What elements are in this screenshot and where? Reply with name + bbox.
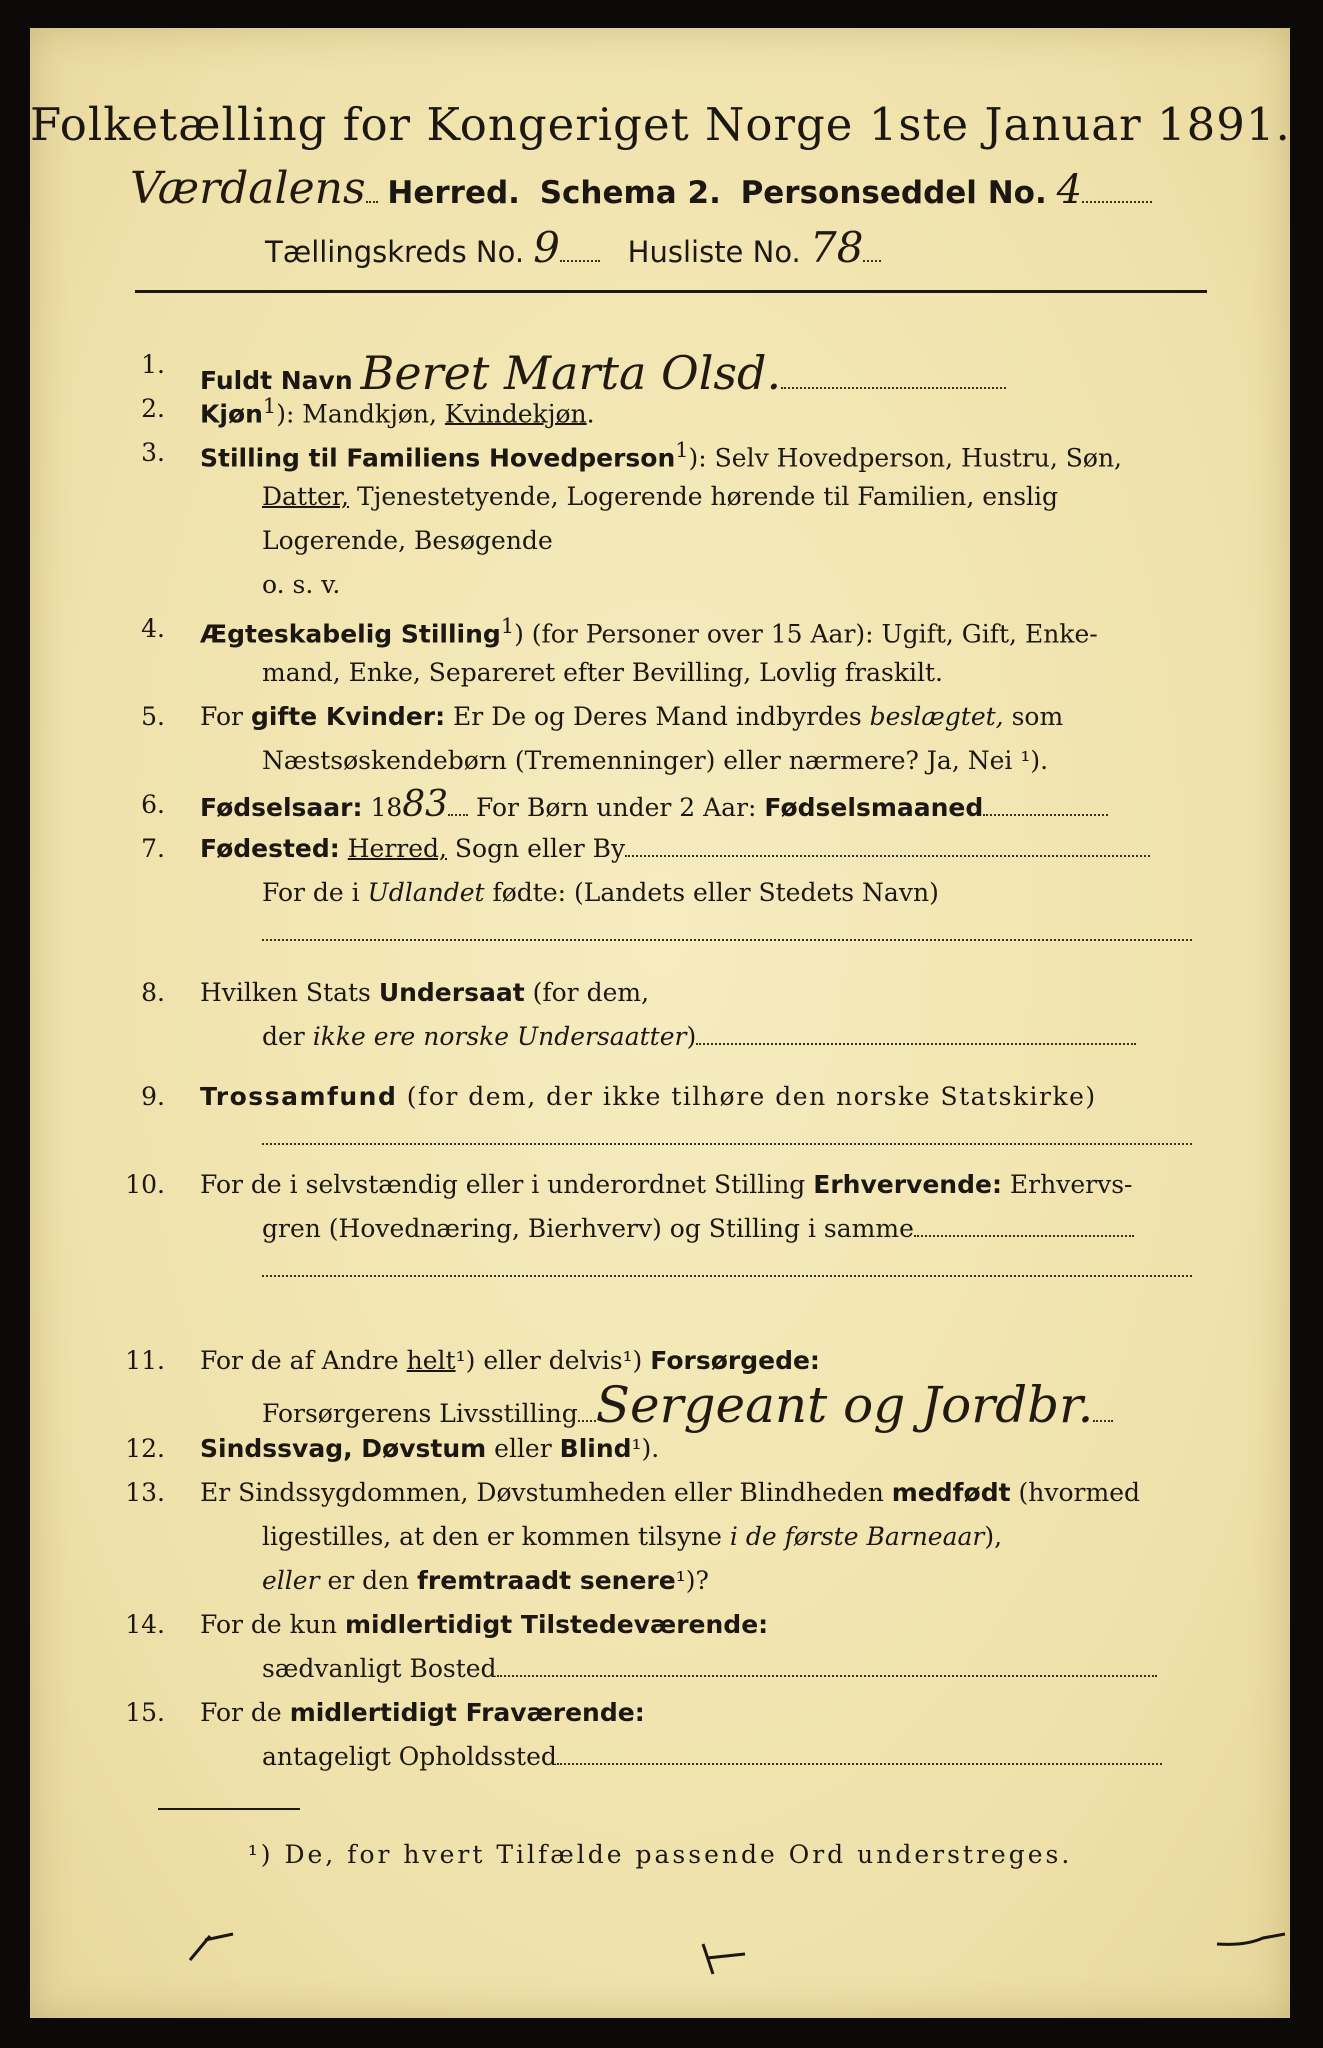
q5-pre: For (200, 702, 251, 731)
q13-tail1: (hvormed (1010, 1478, 1140, 1507)
q13-line3 (262, 1566, 709, 1595)
q4-sup: 1 (500, 614, 515, 638)
q13-line1 (200, 1478, 1140, 1507)
q10-tail: Erhvervs- (1001, 1170, 1133, 1199)
q12-label2: Blind (559, 1434, 632, 1463)
q4-label: Ægteskabelig Stilling (200, 619, 501, 649)
q13-tail3: ¹)? (675, 1566, 709, 1595)
q2-num: 2. (141, 394, 165, 423)
q4-line1 (200, 614, 1098, 648)
q4-text1: ) (for Personer over 15 Aar): Ugift, Gift, Enke- (514, 619, 1098, 649)
q15-text1: For de (200, 1698, 290, 1727)
q9-text: (for dem, der ikke tilhøre den norske Statskirke) (397, 1082, 1097, 1111)
q10-num: 10. (125, 1170, 165, 1199)
q15-line2 (262, 1742, 1162, 1771)
q6-text: For Børn under 2 Aar: (468, 793, 765, 822)
pen-mark-left (185, 1928, 245, 1968)
q5-num: 5. (141, 702, 165, 731)
q14-text2: sædvanligt Bosted (262, 1654, 497, 1683)
q5-tail: som (1003, 702, 1064, 731)
q8-line2 (262, 1022, 1136, 1051)
q13-italic2: eller (262, 1566, 320, 1595)
q7-underlined: Herred, (347, 834, 447, 863)
q11-text1: For de af Andre (200, 1346, 407, 1375)
q8-tail1: (for dem, (524, 978, 650, 1007)
herred-line (130, 163, 1152, 214)
q7-tail: fødte: (Landets eller Stedets Navn) (484, 878, 939, 907)
q9-line (200, 1082, 1097, 1111)
q3-line3: Logerende, Besøgende (262, 526, 553, 555)
q11-text2: ¹) eller delvis¹) (455, 1346, 651, 1375)
q12-label: Sindssvag, Døvstum (200, 1434, 487, 1463)
q13-tail2: ), (984, 1522, 1003, 1551)
q3-label: Stilling til Familiens Hovedperson (200, 443, 676, 473)
q12-text: eller (486, 1434, 560, 1463)
q13-text1: Er Sindssygdommen, Døvstumheden eller Blindheden (200, 1478, 892, 1507)
q11-underlined: helt (406, 1346, 456, 1375)
q3-text1: ): Selv Hovedperson, Hustru, Søn, (688, 443, 1123, 473)
form-header (30, 98, 1290, 151)
q11-num: 11. (125, 1346, 165, 1375)
header-rule (135, 290, 1207, 293)
q6-prefix: 18 (362, 793, 403, 822)
q12-line (200, 1434, 659, 1463)
q3-line1 (200, 438, 1122, 472)
q10-line1 (200, 1170, 1132, 1199)
q5-line2: Næstsøskendebørn (Tremenninger) eller nærmere? Ja, Nei ¹). (262, 746, 1049, 775)
q8-text2: der (262, 1022, 313, 1051)
q15-text2: antageligt Opholdssted (262, 1742, 557, 1771)
q10-line2 (262, 1214, 1134, 1243)
q10-blank (262, 1254, 1192, 1283)
q13-num: 13. (125, 1478, 165, 1507)
footnote: ¹) De, for hvert Tilfælde passende Ord understreges. (247, 1840, 1073, 1869)
q6-label: Fødselsaar: (200, 793, 363, 822)
q14-text1: For de kun (200, 1610, 345, 1639)
q3-text2: Tjenestetyende, Logerende hørende til Familien, enslig (349, 482, 1059, 511)
q6-line (200, 784, 1108, 825)
personseddel-value: 4 (1056, 167, 1083, 213)
q4-num: 4. (141, 614, 165, 643)
q7-blank (262, 918, 1192, 947)
q7-text: Sogn eller By (446, 834, 626, 863)
q7-line1 (200, 834, 1150, 863)
q10-text2: gren (Hovednæring, Bierhverv) og Stilling i samme (262, 1214, 914, 1243)
q2-line (200, 394, 595, 428)
q2-text: ): Mandkjøn, (276, 399, 445, 429)
q13-italic: i de første Barneaar (729, 1522, 985, 1551)
q11-line2 (262, 1376, 1113, 1434)
q7-italic: Udlandet (367, 878, 485, 907)
q11-line1 (200, 1346, 820, 1375)
personseddel-label: Personseddel No. (740, 175, 1047, 211)
q8-italic: ikke ere norske Undersaatter (312, 1022, 687, 1051)
q5-text1: Er De og Deres Mand indbyrdes (445, 702, 870, 731)
q7-num: 7. (141, 834, 165, 863)
q11-value: Sergeant og Jordbr. (595, 1376, 1094, 1434)
q6-value: 83 (402, 784, 449, 825)
pen-mark-right (1215, 1926, 1290, 1956)
q8-num: 8. (141, 978, 165, 1007)
herred-value: Værdalens (130, 163, 366, 214)
schema-label: Schema 2. (539, 175, 721, 211)
q8-label: Undersaat (378, 978, 525, 1007)
q6-label2: Fødselsmaaned (764, 793, 984, 822)
form-title: Folketælling for Kongeriget Norge 1ste Januar 1891. (30, 98, 1291, 151)
q14-label: midlertidigt Tilstedeværende: (344, 1610, 769, 1639)
q8-tail2: ) (686, 1022, 697, 1051)
q1-num: 1. (141, 350, 165, 379)
q11-text3: Forsørgerens Livsstilling (262, 1399, 578, 1428)
q12-num: 12. (125, 1434, 165, 1463)
q9-label: Trossamfund (200, 1082, 398, 1111)
q9-blank (262, 1122, 1192, 1151)
q14-line1 (200, 1610, 768, 1639)
q5-line1 (200, 702, 1063, 731)
q14-num: 14. (125, 1610, 165, 1639)
q7-line2 (262, 878, 939, 907)
q15-label: midlertidigt Fraværende: (289, 1698, 645, 1727)
census-form (30, 28, 1290, 2018)
q1-label: Fuldt Navn (200, 366, 353, 395)
q9-num: 9. (141, 1082, 165, 1111)
q3-line2 (262, 482, 1058, 511)
q1-line (200, 346, 1006, 400)
kreds-label: Tællingskreds No. (265, 235, 525, 269)
q8-line1 (200, 978, 649, 1007)
q3-underlined: Datter, (262, 482, 349, 511)
q2-tail: . (586, 399, 595, 429)
q7-label: Fødested: (200, 834, 340, 863)
husliste-value: 78 (809, 223, 864, 272)
q13-label2: fremtraadt senere (417, 1566, 676, 1595)
pen-mark-center (695, 1938, 755, 1978)
q14-line2 (262, 1654, 1157, 1683)
kreds-line (265, 223, 881, 272)
q12-tail: ¹). (631, 1434, 660, 1463)
q6-num: 6. (141, 790, 165, 819)
q1-value: Beret Marta Olsd. (360, 346, 782, 400)
q4-line2: mand, Enke, Separeret efter Bevilling, Lovlig fraskilt. (262, 658, 943, 687)
q10-text1: For de i selvstændig eller i underordnet Stilling (200, 1170, 814, 1199)
q2-label: Kjøn (200, 399, 263, 429)
husliste-label: Husliste No. (627, 235, 801, 269)
kreds-value: 9 (533, 223, 561, 272)
q13-label: medfødt (891, 1478, 1011, 1507)
q8-text1: Hvilken Stats (200, 978, 379, 1007)
q3-num: 3. (141, 438, 165, 467)
q15-line1 (200, 1698, 645, 1727)
herred-label: Herred. (387, 175, 520, 211)
q5-label: gifte Kvinder: (250, 702, 446, 731)
q2-underlined: Kvindekjøn (444, 399, 587, 429)
q2-sup: 1 (262, 394, 277, 418)
q10-label: Erhvervende: (813, 1170, 1002, 1199)
footnote-rule (158, 1808, 300, 1810)
q11-label: Forsørgede: (650, 1346, 820, 1375)
q13-line2 (262, 1522, 1002, 1551)
q5-italic: beslægtet, (869, 702, 1004, 731)
q15-num: 15. (125, 1698, 165, 1727)
q3-line4: o. s. v. (262, 570, 341, 599)
q7-text2: For de i (262, 878, 368, 907)
q13-text2: ligestilles, at den er kommen tilsyne (262, 1522, 730, 1551)
q3-sup: 1 (675, 438, 689, 462)
q13-text3: er den (319, 1566, 418, 1595)
